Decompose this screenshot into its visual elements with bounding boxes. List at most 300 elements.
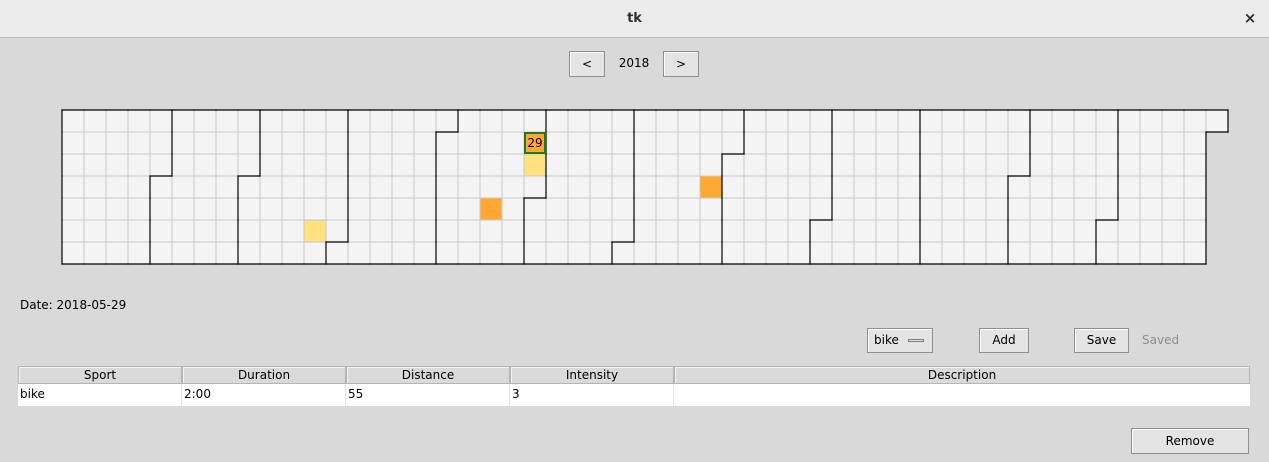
calendar-day[interactable] <box>810 198 832 220</box>
calendar-day[interactable] <box>722 198 744 220</box>
calendar-day[interactable] <box>150 132 172 154</box>
calendar-day[interactable] <box>722 110 744 132</box>
calendar-day[interactable] <box>942 110 964 132</box>
calendar-day[interactable] <box>414 110 436 132</box>
calendar-day[interactable] <box>238 110 260 132</box>
calendar-day[interactable] <box>458 220 480 242</box>
calendar-day[interactable] <box>546 132 568 154</box>
calendar-day[interactable] <box>370 132 392 154</box>
calendar-day[interactable] <box>458 176 480 198</box>
calendar-day[interactable] <box>898 198 920 220</box>
calendar-day[interactable] <box>1184 154 1206 176</box>
calendar-day[interactable] <box>920 220 942 242</box>
calendar-day[interactable] <box>766 198 788 220</box>
calendar-day[interactable] <box>656 198 678 220</box>
calendar-day[interactable] <box>436 132 458 154</box>
calendar-day[interactable] <box>744 176 766 198</box>
calendar-day[interactable] <box>84 110 106 132</box>
calendar-day[interactable] <box>1096 242 1118 264</box>
calendar-day[interactable] <box>656 242 678 264</box>
calendar-day[interactable] <box>216 132 238 154</box>
calendar-day[interactable] <box>986 198 1008 220</box>
calendar-day[interactable] <box>128 198 150 220</box>
calendar-day[interactable] <box>370 242 392 264</box>
calendar-day[interactable] <box>106 242 128 264</box>
calendar-day[interactable] <box>480 154 502 176</box>
calendar-day[interactable] <box>480 176 502 198</box>
sport-select[interactable] <box>867 328 933 353</box>
calendar-day[interactable] <box>370 176 392 198</box>
calendar-day[interactable] <box>1008 220 1030 242</box>
calendar-day[interactable] <box>1206 110 1228 132</box>
calendar-day[interactable] <box>546 110 568 132</box>
calendar-day[interactable] <box>634 242 656 264</box>
calendar-day[interactable] <box>678 132 700 154</box>
calendar-day[interactable] <box>678 242 700 264</box>
calendar-day[interactable] <box>172 110 194 132</box>
calendar-day[interactable] <box>964 176 986 198</box>
calendar-day[interactable] <box>1008 110 1030 132</box>
calendar-day[interactable] <box>260 132 282 154</box>
calendar-day[interactable] <box>920 198 942 220</box>
calendar-day[interactable] <box>568 132 590 154</box>
calendar-day[interactable] <box>348 220 370 242</box>
calendar-day[interactable] <box>216 220 238 242</box>
calendar-day[interactable] <box>1008 242 1030 264</box>
cell-sport[interactable]: bike <box>18 384 182 406</box>
calendar-day[interactable] <box>1140 176 1162 198</box>
calendar-day[interactable] <box>480 220 502 242</box>
calendar-day[interactable] <box>1052 242 1074 264</box>
calendar-day[interactable] <box>612 154 634 176</box>
calendar-day[interactable] <box>788 132 810 154</box>
calendar-day[interactable] <box>502 176 524 198</box>
calendar-day[interactable] <box>1008 176 1030 198</box>
calendar-day[interactable] <box>480 132 502 154</box>
calendar-day[interactable] <box>1184 198 1206 220</box>
calendar-day[interactable] <box>722 242 744 264</box>
column-header-distance[interactable]: Distance <box>346 366 510 384</box>
calendar-day[interactable] <box>282 242 304 264</box>
calendar-day[interactable] <box>1052 220 1074 242</box>
calendar-day[interactable] <box>788 154 810 176</box>
calendar-day[interactable] <box>436 198 458 220</box>
calendar-day[interactable] <box>700 132 722 154</box>
calendar-day[interactable] <box>590 220 612 242</box>
calendar-day[interactable] <box>546 220 568 242</box>
calendar-day[interactable] <box>1074 220 1096 242</box>
calendar-day[interactable] <box>392 242 414 264</box>
calendar-day[interactable] <box>128 176 150 198</box>
calendar-day[interactable] <box>1118 110 1140 132</box>
calendar-day-activity[interactable] <box>524 154 546 176</box>
calendar-day[interactable] <box>722 176 744 198</box>
calendar-day[interactable] <box>238 198 260 220</box>
calendar-day[interactable] <box>392 176 414 198</box>
calendar-day[interactable] <box>876 110 898 132</box>
calendar-day[interactable] <box>810 176 832 198</box>
calendar-day[interactable] <box>964 220 986 242</box>
calendar-day[interactable] <box>1184 176 1206 198</box>
calendar-day[interactable] <box>282 220 304 242</box>
calendar-day[interactable] <box>348 176 370 198</box>
add-button[interactable]: Add <box>979 328 1029 353</box>
calendar-day[interactable] <box>898 242 920 264</box>
calendar-day[interactable] <box>458 242 480 264</box>
calendar-day[interactable] <box>370 110 392 132</box>
calendar-day[interactable] <box>832 176 854 198</box>
calendar-day[interactable] <box>304 242 326 264</box>
calendar-day[interactable] <box>84 176 106 198</box>
calendar-day[interactable] <box>238 132 260 154</box>
calendar-day[interactable] <box>920 176 942 198</box>
calendar-day[interactable] <box>524 220 546 242</box>
calendar-day[interactable] <box>436 220 458 242</box>
calendar-day[interactable] <box>920 132 942 154</box>
calendar-day[interactable] <box>634 154 656 176</box>
calendar-day[interactable] <box>326 110 348 132</box>
calendar-day[interactable] <box>568 220 590 242</box>
calendar-day[interactable] <box>788 110 810 132</box>
calendar-day[interactable] <box>524 110 546 132</box>
calendar-day[interactable] <box>876 198 898 220</box>
calendar-day[interactable] <box>414 220 436 242</box>
calendar-day[interactable] <box>986 176 1008 198</box>
calendar-day[interactable] <box>1184 132 1206 154</box>
calendar-day[interactable] <box>546 154 568 176</box>
calendar-day[interactable] <box>1008 154 1030 176</box>
calendar-day[interactable] <box>590 154 612 176</box>
calendar-day[interactable] <box>502 220 524 242</box>
calendar-day[interactable] <box>194 176 216 198</box>
calendar-day[interactable] <box>1162 176 1184 198</box>
calendar-day[interactable] <box>1096 110 1118 132</box>
calendar-day[interactable] <box>590 176 612 198</box>
calendar-day[interactable] <box>920 242 942 264</box>
calendar-day[interactable] <box>392 154 414 176</box>
calendar-day[interactable] <box>1140 132 1162 154</box>
calendar-day[interactable] <box>216 242 238 264</box>
cell-duration[interactable]: 2:00 <box>182 384 346 406</box>
calendar-day[interactable] <box>62 198 84 220</box>
calendar-day[interactable] <box>1140 220 1162 242</box>
calendar-day[interactable] <box>1118 198 1140 220</box>
calendar-day[interactable] <box>524 242 546 264</box>
calendar-day[interactable] <box>656 110 678 132</box>
calendar-day[interactable] <box>84 132 106 154</box>
calendar-day[interactable] <box>84 154 106 176</box>
calendar-day[interactable] <box>436 154 458 176</box>
calendar-day[interactable] <box>260 242 282 264</box>
calendar-day[interactable] <box>766 132 788 154</box>
calendar-day[interactable] <box>810 132 832 154</box>
calendar-day[interactable] <box>392 220 414 242</box>
calendar-day[interactable] <box>964 242 986 264</box>
calendar-day[interactable] <box>150 220 172 242</box>
calendar-day[interactable] <box>106 132 128 154</box>
calendar-day[interactable] <box>1118 154 1140 176</box>
column-header-intensity[interactable]: Intensity <box>510 366 674 384</box>
calendar-day[interactable] <box>282 154 304 176</box>
calendar-day[interactable] <box>282 132 304 154</box>
calendar-day[interactable] <box>744 154 766 176</box>
calendar-day[interactable] <box>1030 198 1052 220</box>
calendar-day[interactable] <box>150 242 172 264</box>
calendar-day[interactable] <box>1074 110 1096 132</box>
calendar-day[interactable] <box>634 198 656 220</box>
calendar-day[interactable] <box>150 176 172 198</box>
calendar-day[interactable] <box>502 198 524 220</box>
calendar-day[interactable] <box>348 110 370 132</box>
calendar-day[interactable] <box>810 242 832 264</box>
calendar-day-activity[interactable] <box>700 176 722 198</box>
calendar-day[interactable] <box>260 198 282 220</box>
calendar-day[interactable] <box>62 132 84 154</box>
calendar-day[interactable] <box>1096 220 1118 242</box>
calendar-day[interactable] <box>392 110 414 132</box>
calendar-day[interactable] <box>876 220 898 242</box>
calendar-day[interactable] <box>942 242 964 264</box>
calendar-day[interactable] <box>810 220 832 242</box>
calendar-day[interactable] <box>238 220 260 242</box>
calendar-day[interactable] <box>414 154 436 176</box>
calendar-day[interactable] <box>590 132 612 154</box>
calendar-day[interactable] <box>1008 198 1030 220</box>
calendar-day[interactable] <box>326 220 348 242</box>
column-header-sport[interactable]: Sport <box>18 366 182 384</box>
calendar-day[interactable] <box>1030 220 1052 242</box>
calendar-day[interactable] <box>304 176 326 198</box>
calendar-day[interactable] <box>1140 242 1162 264</box>
calendar-day[interactable] <box>722 154 744 176</box>
calendar-day[interactable] <box>326 154 348 176</box>
calendar-day[interactable] <box>172 132 194 154</box>
calendar-day[interactable] <box>150 154 172 176</box>
calendar-day[interactable] <box>766 220 788 242</box>
calendar-day[interactable] <box>1140 154 1162 176</box>
calendar-day[interactable] <box>832 110 854 132</box>
calendar-day[interactable] <box>942 132 964 154</box>
calendar-day[interactable] <box>744 198 766 220</box>
calendar-day[interactable] <box>656 220 678 242</box>
calendar-day[interactable] <box>106 198 128 220</box>
calendar-day[interactable] <box>458 132 480 154</box>
calendar-day[interactable] <box>634 176 656 198</box>
calendar-day[interactable] <box>854 220 876 242</box>
calendar-day[interactable] <box>612 220 634 242</box>
calendar-day[interactable] <box>326 242 348 264</box>
calendar-day[interactable] <box>1162 154 1184 176</box>
calendar-day[interactable] <box>876 154 898 176</box>
calendar-day[interactable] <box>1030 242 1052 264</box>
calendar-day[interactable] <box>106 220 128 242</box>
calendar-day[interactable] <box>84 198 106 220</box>
calendar-day[interactable] <box>1030 132 1052 154</box>
calendar-day[interactable] <box>348 132 370 154</box>
calendar-day[interactable] <box>590 242 612 264</box>
calendar-day[interactable] <box>216 110 238 132</box>
calendar-day[interactable] <box>678 176 700 198</box>
calendar-day[interactable] <box>458 110 480 132</box>
calendar-day[interactable] <box>348 242 370 264</box>
column-header-duration[interactable]: Duration <box>182 366 346 384</box>
prev-year-button[interactable]: < <box>569 51 605 77</box>
calendar-day[interactable] <box>238 242 260 264</box>
calendar-day[interactable] <box>1118 132 1140 154</box>
calendar-day[interactable] <box>942 176 964 198</box>
calendar-day[interactable] <box>62 154 84 176</box>
calendar-day[interactable] <box>1096 198 1118 220</box>
calendar-day[interactable] <box>282 110 304 132</box>
calendar-day[interactable] <box>194 132 216 154</box>
calendar-day[interactable] <box>1030 154 1052 176</box>
calendar-day[interactable] <box>326 132 348 154</box>
calendar-day[interactable] <box>1162 110 1184 132</box>
calendar-day[interactable] <box>414 132 436 154</box>
calendar-day[interactable] <box>524 198 546 220</box>
calendar-day[interactable] <box>304 198 326 220</box>
calendar-day[interactable] <box>634 132 656 154</box>
calendar-day[interactable] <box>590 110 612 132</box>
calendar-day[interactable] <box>898 176 920 198</box>
calendar-day[interactable] <box>502 242 524 264</box>
calendar-day[interactable] <box>634 110 656 132</box>
calendar-day[interactable] <box>854 132 876 154</box>
calendar-day[interactable] <box>678 110 700 132</box>
calendar-day[interactable] <box>942 220 964 242</box>
calendar-day[interactable] <box>502 110 524 132</box>
close-icon[interactable]: × <box>1243 9 1257 27</box>
calendar-day[interactable] <box>1140 198 1162 220</box>
calendar-day[interactable] <box>260 110 282 132</box>
calendar-day[interactable] <box>1030 176 1052 198</box>
calendar-day[interactable] <box>84 220 106 242</box>
calendar-day[interactable] <box>106 154 128 176</box>
calendar-day[interactable] <box>1162 220 1184 242</box>
cell-distance[interactable]: 55 <box>346 384 510 406</box>
calendar-day-activity[interactable] <box>304 220 326 242</box>
calendar-day[interactable] <box>568 198 590 220</box>
calendar-day[interactable] <box>216 198 238 220</box>
calendar-day[interactable] <box>964 198 986 220</box>
calendar-day[interactable] <box>854 176 876 198</box>
calendar-day[interactable] <box>1052 176 1074 198</box>
calendar-day[interactable] <box>986 220 1008 242</box>
calendar-day[interactable] <box>436 176 458 198</box>
calendar-day[interactable] <box>1162 198 1184 220</box>
calendar-day[interactable] <box>898 132 920 154</box>
calendar-day[interactable] <box>612 176 634 198</box>
calendar-day[interactable] <box>678 198 700 220</box>
calendar-day[interactable] <box>414 242 436 264</box>
calendar-day[interactable] <box>326 198 348 220</box>
calendar-day[interactable] <box>1140 110 1162 132</box>
calendar-day[interactable] <box>744 132 766 154</box>
calendar-day[interactable] <box>524 176 546 198</box>
calendar-day[interactable] <box>304 110 326 132</box>
calendar-day[interactable] <box>832 220 854 242</box>
calendar-day[interactable] <box>1162 242 1184 264</box>
calendar-day[interactable] <box>304 154 326 176</box>
calendar-day[interactable] <box>62 110 84 132</box>
calendar-day[interactable] <box>854 242 876 264</box>
calendar-day[interactable] <box>370 198 392 220</box>
calendar-day[interactable] <box>986 154 1008 176</box>
calendar-day[interactable] <box>194 154 216 176</box>
calendar-day[interactable] <box>1184 110 1206 132</box>
calendar-day[interactable] <box>766 176 788 198</box>
calendar-day[interactable] <box>854 154 876 176</box>
calendar-day[interactable] <box>150 110 172 132</box>
calendar-day[interactable] <box>84 242 106 264</box>
calendar-day[interactable] <box>832 154 854 176</box>
calendar-day[interactable] <box>986 132 1008 154</box>
calendar-day[interactable] <box>876 242 898 264</box>
calendar-day[interactable] <box>480 110 502 132</box>
calendar-day[interactable] <box>128 220 150 242</box>
calendar-day[interactable] <box>172 198 194 220</box>
calendar-day[interactable] <box>1118 220 1140 242</box>
calendar-day[interactable] <box>700 242 722 264</box>
calendar-day[interactable] <box>238 176 260 198</box>
calendar-day[interactable] <box>1162 132 1184 154</box>
calendar-day[interactable] <box>304 132 326 154</box>
calendar-day[interactable] <box>722 132 744 154</box>
calendar-day[interactable] <box>810 154 832 176</box>
calendar-day[interactable] <box>1074 132 1096 154</box>
calendar-day[interactable] <box>678 154 700 176</box>
calendar-day[interactable] <box>832 242 854 264</box>
cell-description[interactable] <box>674 384 1250 406</box>
calendar-day[interactable] <box>392 132 414 154</box>
calendar-day[interactable] <box>788 198 810 220</box>
calendar-day[interactable] <box>942 198 964 220</box>
calendar-day[interactable] <box>1074 176 1096 198</box>
calendar-day[interactable] <box>964 154 986 176</box>
calendar-day[interactable] <box>876 132 898 154</box>
calendar-day[interactable] <box>942 154 964 176</box>
calendar-day[interactable] <box>370 220 392 242</box>
calendar-day[interactable] <box>172 242 194 264</box>
calendar-day[interactable] <box>986 110 1008 132</box>
calendar-day[interactable] <box>106 110 128 132</box>
calendar-day[interactable] <box>238 154 260 176</box>
calendar-day[interactable] <box>194 198 216 220</box>
calendar-day[interactable] <box>172 154 194 176</box>
calendar-day[interactable] <box>590 198 612 220</box>
calendar-day[interactable] <box>744 110 766 132</box>
calendar-day[interactable] <box>546 198 568 220</box>
calendar-day[interactable] <box>392 198 414 220</box>
calendar-day[interactable] <box>106 176 128 198</box>
calendar-day[interactable] <box>260 154 282 176</box>
calendar-day[interactable] <box>568 154 590 176</box>
calendar-day[interactable] <box>854 110 876 132</box>
next-year-button[interactable]: > <box>663 51 699 77</box>
calendar-day[interactable] <box>1118 242 1140 264</box>
calendar-day[interactable] <box>656 154 678 176</box>
calendar-day[interactable] <box>546 242 568 264</box>
calendar-day[interactable] <box>62 176 84 198</box>
calendar-day[interactable] <box>964 110 986 132</box>
calendar-day[interactable] <box>700 110 722 132</box>
calendar-day[interactable] <box>876 176 898 198</box>
calendar-day[interactable] <box>832 198 854 220</box>
calendar-day[interactable] <box>282 176 304 198</box>
calendar-day[interactable] <box>436 242 458 264</box>
calendar-day[interactable] <box>414 176 436 198</box>
calendar-day[interactable] <box>194 220 216 242</box>
